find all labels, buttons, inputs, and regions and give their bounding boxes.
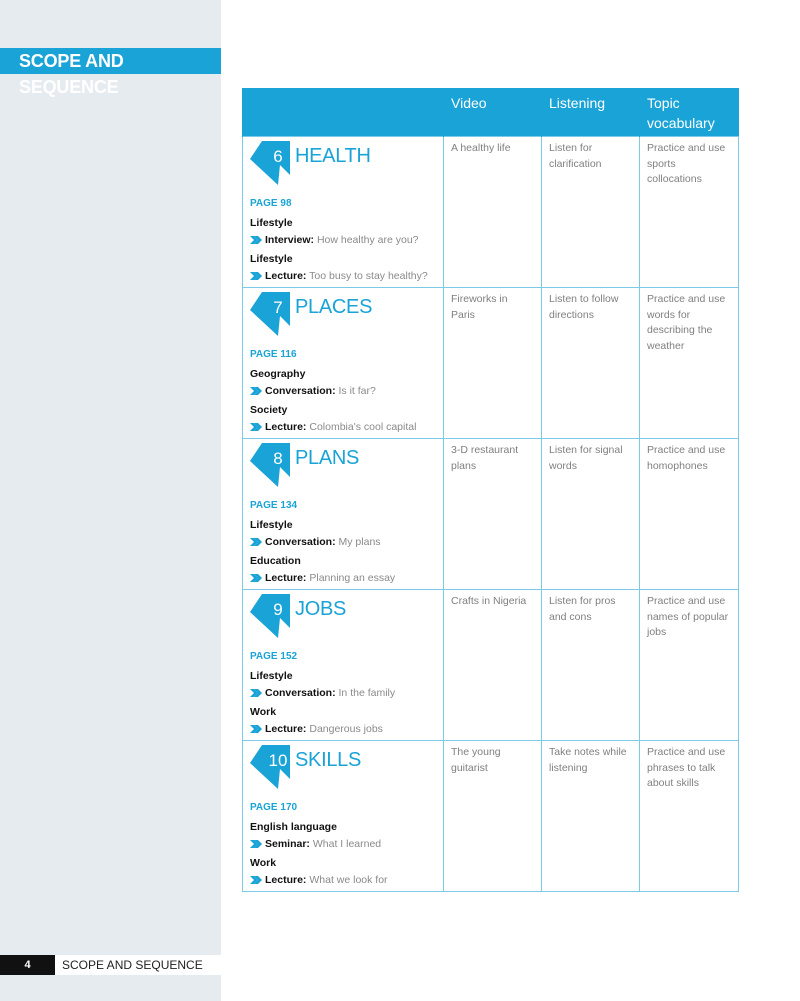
activity-line	[250, 722, 436, 736]
video-cell: Crafts in Nigeria	[444, 590, 542, 741]
video-cell: A healthy life	[444, 137, 542, 288]
double-chevron-icon	[250, 387, 262, 395]
activity-title: In the family	[338, 687, 396, 699]
table-header-row	[243, 88, 739, 137]
activity-type: Conversation:	[265, 687, 336, 699]
double-chevron-icon	[250, 840, 262, 848]
unit-cell	[243, 590, 444, 741]
scope-table	[242, 88, 739, 892]
double-chevron-icon	[250, 538, 262, 546]
activity-line	[250, 269, 436, 283]
activity-line	[250, 571, 436, 585]
vocabulary-cell: Practice and use names of popular jobs	[640, 590, 739, 741]
unit-number: 6	[273, 147, 283, 166]
activity-type: Lecture:	[265, 874, 307, 886]
activity-type: Lecture:	[265, 270, 307, 282]
activity-title: Is it far?	[338, 385, 376, 397]
unit-cell	[243, 439, 444, 590]
unit-page-link[interactable]: PAGE 98	[250, 198, 292, 209]
left-sidebar	[0, 0, 221, 1001]
activity-title: Planning an essay	[309, 572, 396, 584]
topic-label: Lifestyle	[250, 253, 293, 265]
unit-heading	[250, 745, 436, 795]
unit-row	[243, 741, 739, 892]
double-chevron-icon	[250, 423, 262, 431]
unit-number: 10	[268, 751, 288, 770]
activity-title: My plans	[338, 536, 381, 548]
vocabulary-cell: Practice and use phrases to talk about skills	[640, 741, 739, 892]
unit-heading	[250, 292, 436, 342]
video-cell: The young guitarist	[444, 741, 542, 892]
vocabulary-cell: Practice and use words for describing the weather	[640, 288, 739, 439]
activity-line	[250, 233, 436, 247]
listening-cell: Listen for signal words	[542, 439, 640, 590]
double-chevron-icon	[250, 725, 262, 733]
activity-line	[250, 535, 436, 549]
activity-title: Colombia's cool capital	[309, 421, 417, 433]
unit-title: PLACES	[295, 296, 373, 318]
video-cell: Fireworks in Paris	[444, 288, 542, 439]
double-chevron-icon	[250, 574, 262, 582]
topic-label: Education	[250, 555, 301, 567]
video-cell: 3-D restaurant plans	[444, 439, 542, 590]
header-unit	[243, 88, 444, 137]
activity-type: Lecture:	[265, 723, 307, 735]
page-footer	[0, 955, 221, 975]
topic-label: Work	[250, 706, 277, 718]
unit-page-link[interactable]: PAGE 170	[250, 802, 298, 813]
topic-label: English language	[250, 821, 337, 833]
unit-number: 7	[273, 298, 283, 317]
header-listening: Listening	[542, 88, 640, 137]
activity-type: Lecture:	[265, 421, 307, 433]
listening-cell: Listen for pros and cons	[542, 590, 640, 741]
unit-heading	[250, 594, 436, 644]
unit-page-link[interactable]: PAGE 152	[250, 651, 298, 662]
page-number: 4	[0, 955, 55, 975]
unit-title: JOBS	[295, 598, 347, 620]
double-chevron-icon	[250, 272, 262, 280]
topic-label: Society	[250, 404, 288, 416]
topic-label: Work	[250, 857, 277, 869]
unit-title: SKILLS	[295, 749, 362, 771]
activity-type: Seminar:	[265, 838, 310, 850]
unit-page-link[interactable]: PAGE 116	[250, 349, 297, 360]
unit-row	[243, 288, 739, 439]
activity-line	[250, 873, 436, 887]
unit-row	[243, 137, 739, 288]
activity-line	[250, 686, 436, 700]
vocabulary-cell: Practice and use sports collocations	[640, 137, 739, 288]
topic-label: Lifestyle	[250, 670, 293, 682]
activity-title: What we look for	[309, 874, 388, 886]
vocabulary-cell: Practice and use homophones	[640, 439, 739, 590]
unit-cell	[243, 288, 444, 439]
unit-row	[243, 439, 739, 590]
listening-cell: Listen to follow directions	[542, 288, 640, 439]
activity-line	[250, 837, 436, 851]
listening-cell: Listen for clarification	[542, 137, 640, 288]
double-chevron-icon	[250, 876, 262, 884]
activity-title: How healthy are you?	[316, 234, 419, 246]
unit-heading	[250, 443, 436, 493]
unit-title: HEALTH	[295, 145, 371, 167]
activity-line	[250, 384, 436, 398]
footer-label: SCOPE AND SEQUENCE	[62, 958, 203, 972]
listening-cell: Take notes while listening	[542, 741, 640, 892]
activity-title: What I learned	[312, 838, 382, 850]
topic-label: Lifestyle	[250, 217, 293, 229]
header-video: Video	[444, 88, 542, 137]
activity-type: Conversation:	[265, 536, 336, 548]
topic-label: Geography	[250, 368, 306, 380]
activity-type: Lecture:	[265, 572, 307, 584]
unit-heading	[250, 141, 436, 191]
header-topic-vocabulary: Topic vocabulary	[640, 88, 739, 137]
activity-type: Conversation:	[265, 385, 336, 397]
unit-cell	[243, 741, 444, 892]
double-chevron-icon	[250, 689, 262, 697]
activity-type: Interview:	[265, 234, 315, 246]
activity-line	[250, 420, 436, 434]
unit-title: PLANS	[295, 447, 360, 469]
unit-row	[243, 590, 739, 741]
double-chevron-icon	[250, 236, 262, 244]
unit-number: 9	[273, 600, 283, 619]
unit-number: 8	[273, 449, 283, 468]
unit-cell	[243, 137, 444, 288]
unit-page-link[interactable]: PAGE 134	[250, 500, 298, 511]
activity-title: Too busy to stay healthy?	[309, 270, 428, 282]
topic-label: Lifestyle	[250, 519, 293, 531]
activity-title: Dangerous jobs	[309, 723, 383, 735]
section-banner: SCOPE AND SEQUENCE	[0, 48, 221, 74]
